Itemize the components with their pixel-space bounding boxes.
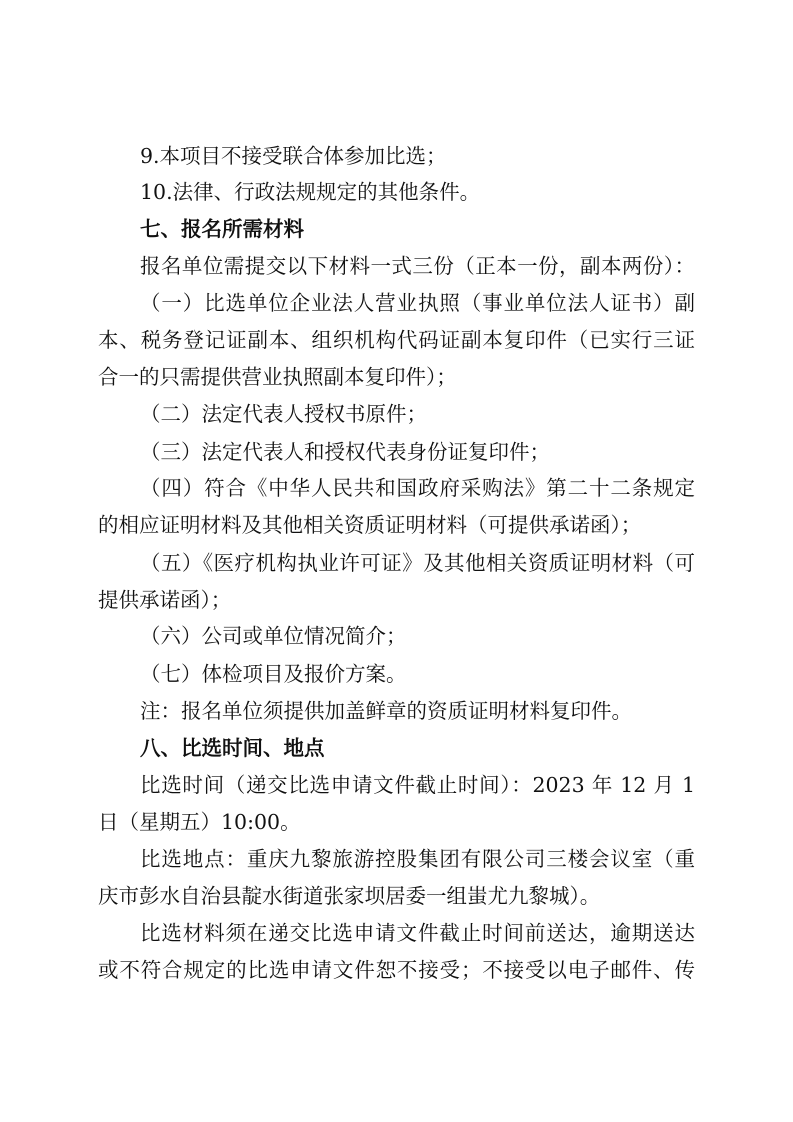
paragraph-line: 比选地点：重庆九黎旅游控股集团有限公司三楼会议室（重 bbox=[140, 847, 695, 871]
list-item-3: （三）法定代表人和授权代表身份证复印件； bbox=[140, 440, 550, 464]
paragraph-line: 报名单位需提交以下材料一式三份（正本一份，副本两份）： bbox=[140, 254, 695, 278]
list-item-1: （一）比选单位企业法人营业执照（事业单位法人证书）副 bbox=[140, 291, 695, 315]
paragraph-line: 合一的只需提供营业执照副本复印件）； bbox=[98, 365, 457, 389]
paragraph-line: 本、税务登记证副本、组织机构代码证副本复印件（已实行三证 bbox=[98, 328, 695, 352]
paragraph-line: 比选材料须在递交比选申请文件截止时间前送达，逾期送达 bbox=[140, 921, 695, 945]
list-item-5: （五）《医疗机构执业许可证》及其他相关资质证明材料（可 bbox=[140, 551, 695, 575]
paragraph-line: 9.本项目不接受联合体参加比选； bbox=[140, 144, 447, 168]
paragraph-line: 或不符合规定的比选申请文件恕不接受；不接受以电子邮件、传 bbox=[98, 958, 695, 982]
section-heading-8: 八、比选时间、地点 bbox=[140, 736, 325, 760]
section-heading-7: 七、报名所需材料 bbox=[140, 217, 304, 241]
list-item-7: （七）体检项目及报价方案。 bbox=[140, 662, 407, 686]
paragraph-line: 庆市彭水自治县靛水街道张家坝居委一组蚩尤九黎城）。 bbox=[98, 884, 601, 908]
paragraph-line: 的相应证明材料及其他相关资质证明材料（可提供承诺函）； bbox=[98, 513, 642, 537]
list-item-6: （六）公司或单位情况简介； bbox=[140, 624, 407, 648]
list-item-4: （四）符合《中华人民共和国政府采购法》第二十二条规定 bbox=[140, 476, 695, 500]
paragraph-line: 比选时间（递交比选申请文件截止时间）：2023 年 12 月 1 bbox=[140, 773, 695, 797]
paragraph-line: 日（星期五）10:00。 bbox=[98, 810, 301, 834]
list-item-2: （二）法定代表人授权书原件； bbox=[140, 402, 427, 426]
paragraph-line: 10.法律、行政法规规定的其他条件。 bbox=[140, 180, 481, 204]
paragraph-line: 提供承诺函）； bbox=[98, 588, 232, 612]
note-line: 注：报名单位须提供加盖鲜章的资质证明材料复印件。 bbox=[140, 699, 632, 723]
